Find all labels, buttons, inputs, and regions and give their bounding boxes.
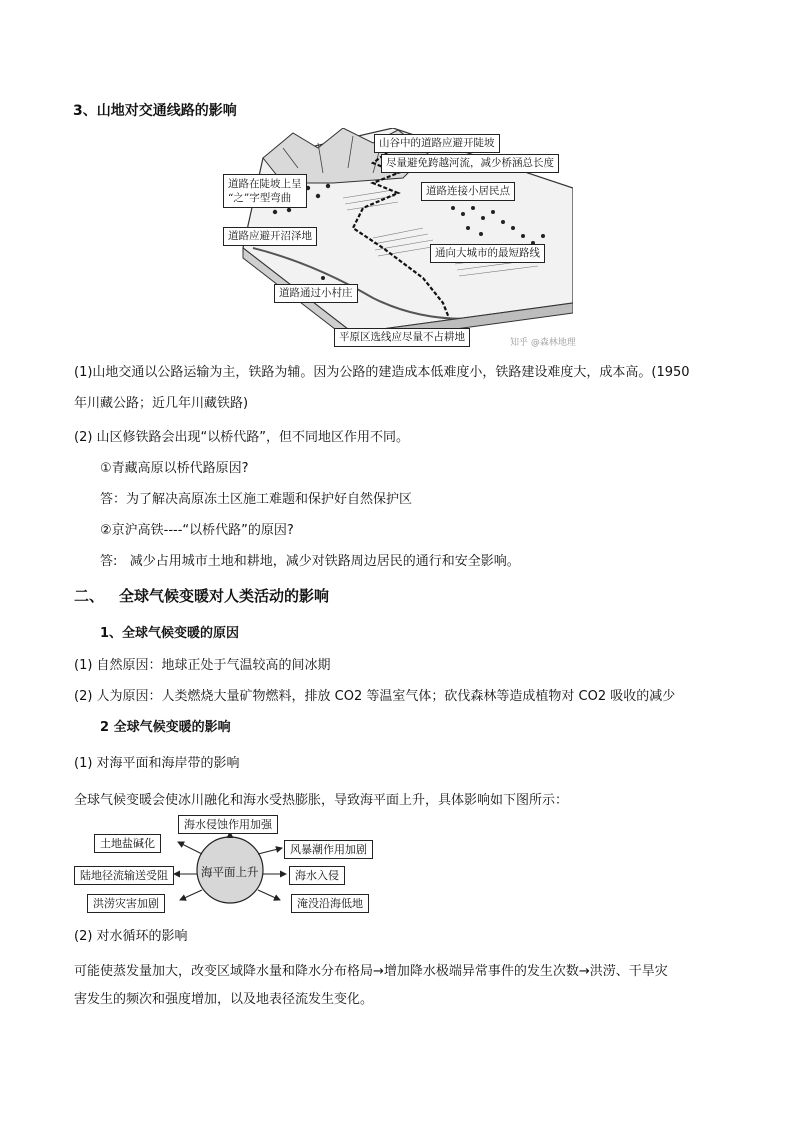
map-watermark: 知乎 @森林地理 [510,338,576,348]
diagram-box-salinization: 土地盐碱化 [94,834,161,853]
map-label-connect-settlements: 道路连接小居民点 [421,182,515,201]
diagram-box-storm-surge: 风暴潮作用加剧 [284,840,373,859]
map-label-avoid-rivers: 尽量避免跨越河流，减少桥涵总长度 [381,154,559,173]
section-heading-mountain-transport: 3、山地对交通线路的影响 [73,103,237,119]
para-2: (2) 山区修铁路会出现“以桥代路”，但不同地区作用不同。 [74,430,410,445]
map-label-valley-avoid-slope: 山谷中的道路应避开陡坡 [374,134,500,153]
effect-1-title: (1) 对海平面和海岸带的影响 [74,756,240,771]
diagram-center-sea-level-rise: 海平面上升 [201,865,259,879]
map-label-shortest-route: 通向大城市的最短路线 [430,244,545,263]
effect-2-line-2: 害发生的频次和强度增加，以及地表径流发生变化。 [74,992,374,1007]
subheading-causes: 1、全球气候变暖的原因 [100,626,240,641]
subheading-effects: 2 全球气候变暖的影响 [100,720,231,735]
answer-2: 答: 减少占用城市土地和耕地，减少对铁路周边居民的通行和安全影响。 [100,554,520,569]
map-label-avoid-swamp: 道路应避开沼泽地 [223,227,317,246]
effect-2-line-1: 可能使蒸发量加大，改变区域降水量和降水分布格局→增加降水极端异常事件的发生次数→洪涝、干旱灾 [74,964,668,979]
diagram-box-submerge-lowland: 淹没沿海低地 [291,894,369,913]
map-label-through-village: 道路通过小村庄 [274,284,358,303]
map-label-zigzag-line1: 道路在陡坡上呈 [228,178,302,190]
question-1: ①青藏高原以桥代路原因? [100,461,249,476]
diagram-box-erosion: 海水侵蚀作用加强 [178,815,278,834]
diagram-box-seawater-intrusion: 海水入侵 [289,866,345,885]
answer-1: 答：为了解决高原冻土区施工难题和保护好自然保护区 [100,492,413,507]
cause-human: (2) 人为原因：人类燃烧大量矿物燃料，排放 CO2 等温室气体；砍伐森林等造成植物对 CO2 吸收的减少 [74,689,676,704]
diagram-box-runoff-blocked: 陆地径流输送受阻 [74,866,174,885]
map-label-avoid-farmland: 平原区选线应尽量不占耕地 [334,328,470,347]
para-1-line-2: 年川藏公路；近几年川藏铁路) [74,396,249,411]
para-1-line-1: (1)山地交通以公路运输为主，铁路为辅。因为公路的建造成本低难度小，铁路建设难度大，成本高。(1950 [74,365,690,380]
mountain-road-illustration [223,128,576,348]
diagram-box-flood: 洪涝灾害加剧 [87,894,165,913]
effect-1-text: 全球气候变暖会使冰川融化和海水受热膨胀，导致海平面上升，具体影响如下图所示： [74,793,569,808]
section-heading-global-warming: 全球气候变暖对人类活动的影响 [119,587,330,605]
map-label-zigzag-line2: “之”字型弯曲 [228,192,292,204]
map-label-zigzag [223,174,307,208]
question-2: ②京沪高铁----“以桥代路”的原因? [100,523,294,538]
cause-natural: (1) 自然原因：地球正处于气温较高的间冰期 [74,658,331,673]
effect-2-title: (2) 对水循环的影响 [74,929,188,944]
section-heading-number: 二、 [74,587,105,605]
